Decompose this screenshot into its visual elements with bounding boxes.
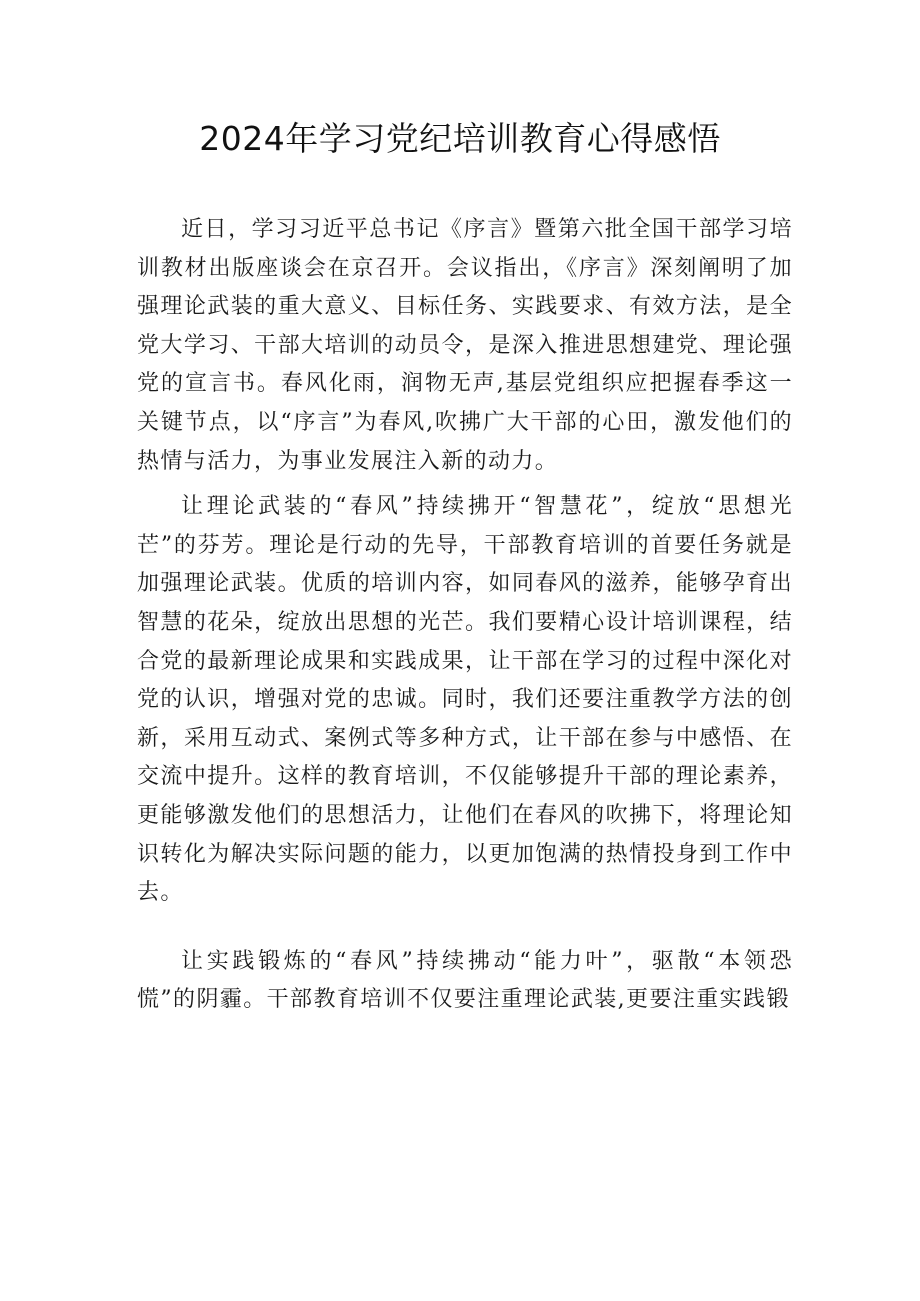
paragraph-1: 近日，学习习近平总书记《序言》暨第六批全国干部学习培训教材出版座谈会在京召开。会议指出，《序言》深刻阐明了加强理论武装的重大意义、目标任务、实践要求、有效方法，是全党大学习、干部大培训的动员令，是深入推进思想建党、理论强党的宣言书。春风化雨，润物无声,基层党组织应把握春季这一关键节点，以“序言”为春风,吹拂广大干部的心田，激发他们的热情与活力，为事业发展注入新的动力。 [137, 217, 793, 474]
document-title: 2024年学习党纪培训教育心得感悟 [199, 119, 721, 158]
document-body [137, 211, 793, 1020]
paragraph-2: 让理论武装的“春风”持续拂开“智慧花”，绽放“思想光芒”的芬芳。理论是行动的先导，干部教育培训的首要任务就是加强理论武装。优质的培训内容，如同春风的滋养，能够孕育出智慧的花朵，绽放出思想的光芒。我们要精心设计培训课程，结合党的最新理论成果和实践成果，让干部在学习的过程中深化对党的认识，增强对党的忠诚。同时，我们还要注重教学方法的创新，采用互动式、案例式等多种方式，让干部在参与中感悟、在交流中提升。这样的教育培训，不仅能够提升干部的理论素养，更能够激发他们的思想活力，让他们在春风的吹拂下，将理论知识转化为解决实际问题的能力，以更加饱满的热情投身到工作中去。 [137, 494, 793, 906]
paragraph-3: 让实践锻炼的“春风”持续拂动“能力叶”，驱散“本领恐慌”的阴霾。干部教育培训不仅要注重理论武装,更要注重实践锻 [137, 948, 793, 1013]
